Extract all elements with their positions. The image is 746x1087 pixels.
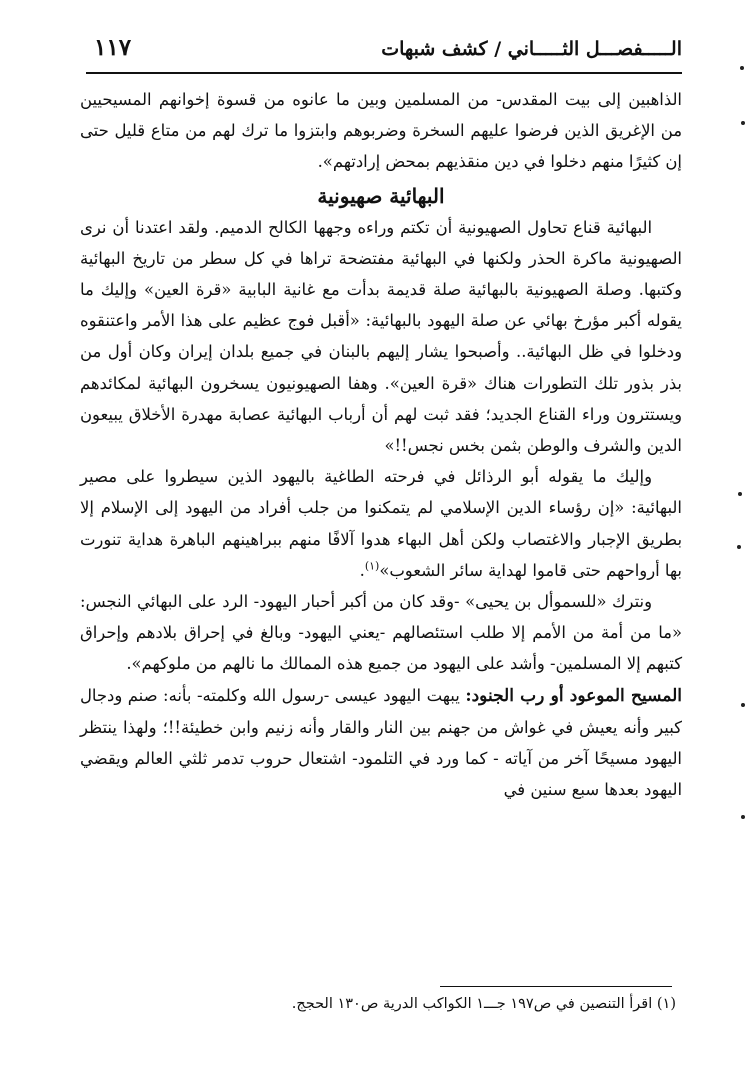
paragraph-abu-rathail [80,461,682,586]
inline-heading-messiah: المسيح الموعود أو رب الجنود: [465,685,683,706]
margin-mark [740,66,744,70]
paragraph-end-mark: . [359,560,365,580]
paragraph-bahaism-zionism: البهائية قناع تحاول الصهيونية أن تكتم وراءه وجهها الكالح الدميم. ولقد اعتدنا أن نرى الصهيونية ماكرة الحذر ولكنها في البهائية مفتضحة تراها في كل سطر من تاريخ البهائية وكتبها. وصلة الصهيونية بالبهائية صلة قديمة بدأت مع غانية البابية «قرة العين» وإليك ما يقوله أكبر مؤرخ بهائي عن صلة اليهود بالبهائية: «أقبل فوج عظيم على هذا الأمر واعتنقوه ودخلوا في ظل البهائية.. وأصبحوا يشار إليهم بالبنان في جميع بلدان إيران وكان أول من بذر بذور تلك التطورات هناك «قرة العين». وهفا الصهيونيون يسخرون البهائية لمكائدهم ويستترون وراء القناع الجديد؛ فقد ثبت لهم أن أرباب البهائية عصابة مهدرة الأخلاق يبيعون الدين والشرف والوطن بثمن بخس نجس!!» [80,217,682,456]
header-rule [86,72,682,74]
margin-mark [741,121,745,125]
margin-mark [741,815,745,819]
body-text [80,84,682,805]
paragraph-abu-rathail-text: وإليك ما يقوله أبو الرذائل في فرحته الطاغية باليهود الذين سيطروا على مصير البهائية: «إن رؤساء الدين الإسلامي لم يتمكنوا من جلب أفراد من اليهود إلى الإسلام إلا بطريق الإجبار والاغتصاب ولكن أهل البهاء هدوا آلافًا منهم ببراهينهم الباهرة هداية تنورت بها أرواحهم حتى قاموا لهداية سائر الشعوب» [80,467,682,580]
margin-mark [738,492,742,496]
margin-mark [737,545,741,549]
chapter-title: الـــــفصـــل الثـــــاني / كشف شبهات [381,38,682,60]
paragraph-messiah [80,680,682,806]
paragraph-continuation: الذاهبين إلى بيت المقدس- من المسلمين وبين ما عانوه من قسوة إخوانهم المسيحيين من الإغريق الذين فرضوا عليهم السخرة وضربوهم وابتزوا ما ترك لهم من متاع قليل حتى إن كثيرًا منهم دخلوا في دين منقذيهم بمحض إرادتهم». [80,90,682,172]
section-heading: البهائية صهيونية [317,183,445,208]
page-header [86,34,682,74]
page-number: ١١٧ [94,34,132,61]
footnote-reference: (١) [364,559,380,573]
footnote-separator [440,986,672,987]
margin-mark [741,703,745,707]
footnote: (١) اقرأ التنصين في ص١٩٧ جـــ١ الكواكب الدرية ص١٣٠ الحجج. [291,996,676,1012]
paragraph-messiah-text: يبهت اليهود عيسى -رسول الله وكلمته- بأنه: صنم ودجال كبير وأنه يعيش في غواش من جهنم بين النار والقار وأنه زنيم وابن خطيئة!!؛ ولهذا ينتظر اليهود مسيحًا آخر من آياته - كما ورد في التلمود- اشتعال حروب تدمر ثلثي العالم ويقضي اليهود بعدها سبع سنين في [80,685,682,800]
paragraph-samawal: ونترك «للسموأل بن يحيى» -وقد كان من أكبر أحبار اليهود- الرد على البهائي النجس: «ما من أمة من الأمم إلا طلب استئصالهم -يعني اليهود- وبالغ في إحراق بلادهم وإحراق كتبهم إلا المسلمين- وأشد على اليهود من جميع هذه الممالك ما نالهم من ملوكهم». [80,592,682,674]
